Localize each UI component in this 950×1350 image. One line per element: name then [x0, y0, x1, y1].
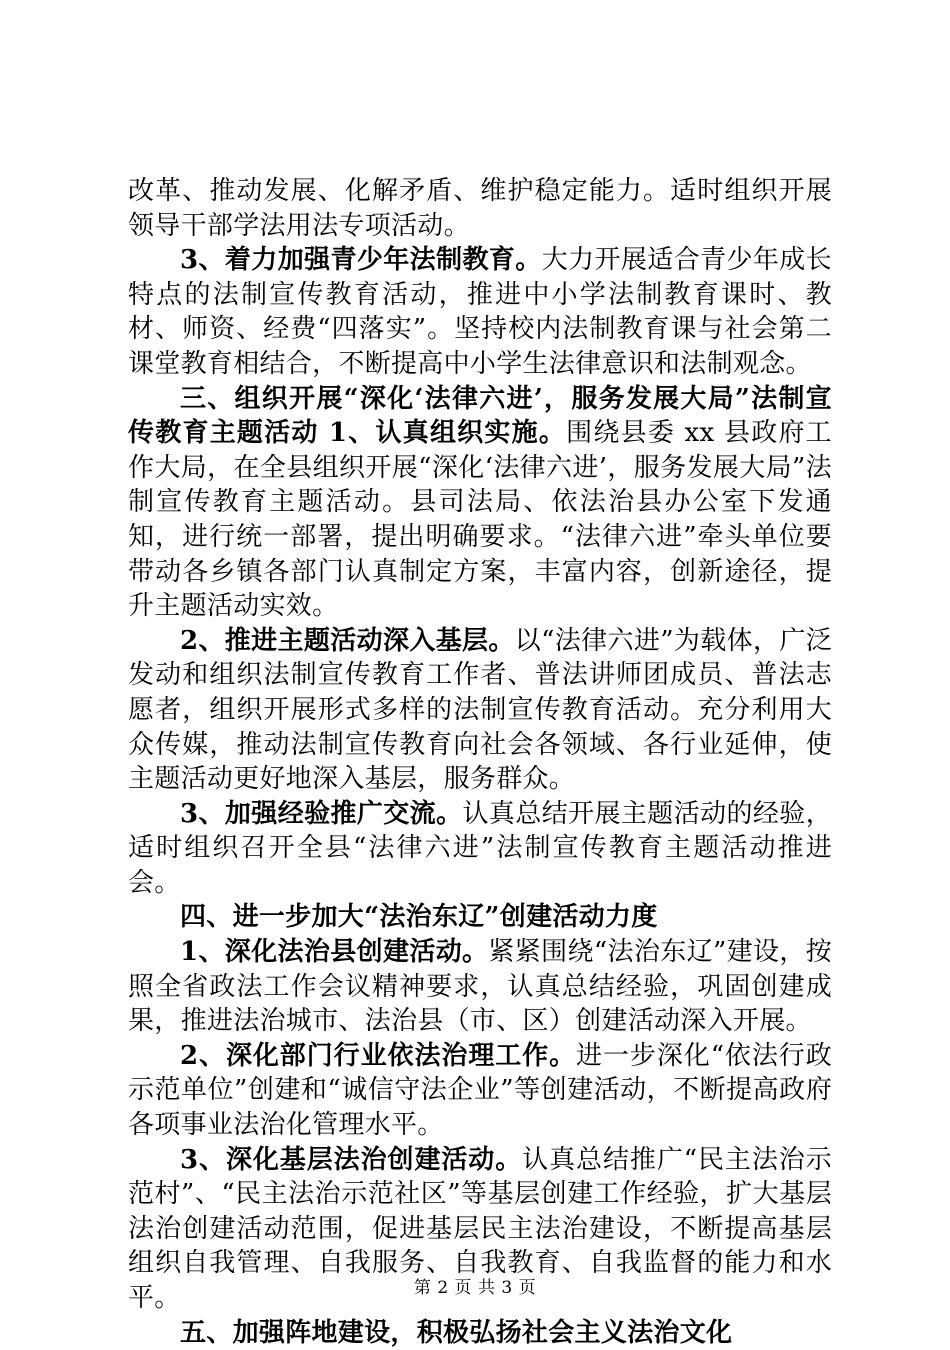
paragraph-lead: 1、深化法治县创建活动。: [180, 937, 489, 968]
section-heading-five: [128, 1316, 832, 1350]
paragraph-text: 改革、推动发展、化解矛盾、维护稳定能力。适时组织开展领导干部学法用法专项活动。: [128, 176, 832, 241]
paragraph-lead: 2、深化部门行业依法治理工作。: [180, 1040, 577, 1071]
paragraph-continuation: [128, 174, 832, 243]
paragraph-rule-of-law-county: [128, 935, 832, 1039]
paragraph-grassroots-activities: [128, 624, 832, 797]
section-heading-four: [128, 900, 832, 935]
section-heading: 四、进一步加大“法治东辽”创建活动力度: [180, 902, 658, 933]
paragraph-youth-legal-education: [128, 243, 832, 381]
paragraph-text: 认真总结推广“民主法治示范村”、“民主法治示范社区”等基层创建工作经验，扩大基层法治创建活动范围，促进基层民主法治建设，不断提高基层组织自我管理、自我服务、自我教育、自我监督的能力和水平。: [128, 1144, 832, 1313]
paragraph-lead: 三、组织开展“深化‘法律六进’，服务发展大局”法制宣传教育主题活动 1、认真组织实施。: [128, 383, 832, 449]
paragraph-text: 大力开展适合青少年成长特点的法制宣传教育活动，推进中小学法制教育课时、教材、师资、经费“四落实”。坚持校内法制教育课与社会第二课堂教育相结合，不断提高中小学生法律意识和法制观念。: [128, 245, 832, 379]
section-heading: 五、加强阵地建设，积极弘扬社会主义法治文化: [180, 1317, 733, 1348]
page-footer: 第 2 页 共 3 页: [413, 1278, 537, 1298]
paragraph-text: 进一步深化“依法行政示范单位”创建和“诚信守法企业”等创建活动，不断提高政府各项事业法治化管理水平。: [128, 1040, 833, 1141]
paragraph-lead: 3、加强经验推广交流。: [180, 798, 463, 829]
paragraph-text: 紧紧围绕“法治东辽”建设，按照全省政法工作会议精神要求，认真总结经验，巩固创建成果，推进法治城市、法治县（市、区）创建活动深入开展。: [128, 937, 832, 1037]
paragraph-section-three: [128, 382, 832, 624]
paragraph-text: 认真总结开展主题活动的经验，适时组织召开全县“法律六进”法制宣传教育主题活动推进会。: [128, 798, 832, 898]
paragraph-lead: 3、着力加强青少年法制教育。: [180, 245, 542, 276]
paragraph-text: 围绕县委 xx 县政府工作大局，在全县组织开展“深化‘法律六进’，服务发展大局”法制宣传教育主题活动。县司法局、依法治县办公室下发通知，进行统一部署，提出明确要求。“法律六进”牵头单位要带动各乡镇各部门认真制定方案，丰富内容，创新途径，提升主题活动实效。: [128, 418, 832, 622]
paragraph-text: 以“法律六进”为载体，广泛发动和组织法制宣传教育工作者、普法讲师团成员、普法志愿者，组织开展形式多样的法制宣传教育活动。充分利用大众传媒，推动法制宣传教育向社会各领域、各行业延伸，使主题活动更好地深入基层，服务群众。: [128, 625, 832, 795]
document-body: [128, 174, 832, 1350]
paragraph-lead: 2、推进主题活动深入基层。: [180, 625, 515, 656]
paragraph-department-governance: [128, 1039, 832, 1143]
paragraph-lead: 3、深化基层法治创建活动。: [180, 1144, 523, 1175]
paragraph-experience-exchange: [128, 797, 832, 901]
